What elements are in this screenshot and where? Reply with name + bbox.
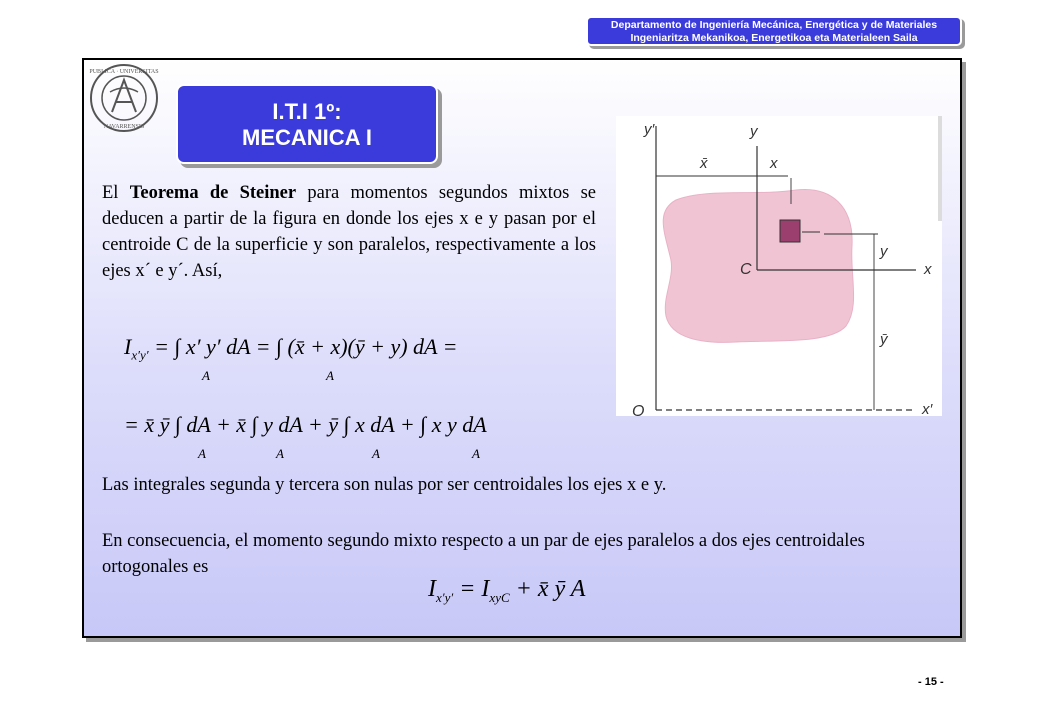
slide-frame — [82, 58, 962, 638]
eq1-rest: = ∫ x′ y′ dA = ∫ (x̄ + x)(ȳ + y) dA = — [154, 334, 458, 359]
eq2-limit-3: A — [372, 446, 380, 461]
label-y-small: y — [880, 243, 888, 260]
conclusion-text: En consecuencia, el momento segundo mixto respecto a un par de ejes paralelos a dos ejes centroidales ortogonales es — [102, 531, 865, 577]
eq2-limit-1: A — [198, 446, 206, 461]
department-line-2: Ingeniaritza Mekanikoa, Energetikoa eta Materialeen Saila — [630, 32, 918, 44]
intro-text-start: El — [102, 183, 130, 203]
final-equation — [428, 576, 585, 606]
eq1-limit-2: A — [326, 368, 334, 383]
course-title-badge — [176, 84, 438, 164]
label-y-prime: y′ — [644, 121, 655, 138]
label-x-small: x — [770, 155, 778, 172]
label-y: y — [750, 123, 758, 140]
intro-paragraph — [102, 180, 596, 284]
equation-1 — [124, 334, 457, 363]
final-lhs: I — [428, 576, 436, 602]
department-banner — [586, 16, 962, 46]
final-mid: = I — [459, 576, 490, 602]
eq1-lhs: I — [124, 334, 132, 359]
theorem-name: Teorema de Steiner — [129, 183, 297, 203]
course-title-line-1: I.T.I 1º: — [272, 99, 342, 124]
final-subscript-1: x′y′ — [436, 589, 454, 605]
course-title-line-2: MECANICA I — [242, 125, 372, 150]
steiner-figure — [616, 116, 942, 416]
seal-text-bottom: NAVARRENSIS — [103, 124, 145, 130]
eq2-limit-2: A — [276, 446, 284, 461]
final-subscript-2: xyC — [489, 589, 510, 605]
area-shape — [663, 189, 853, 342]
eq2-limit-4: A — [472, 446, 480, 461]
label-y-bar: ȳ — [880, 331, 888, 348]
department-line-1: Departamento de Ingeniería Mecánica, Energética y de Materiales — [610, 19, 938, 31]
page-number: - 15 - — [918, 676, 944, 688]
intro-text-rest: para momentos segundos mixtos se deducen a partir de la figura en donde los ejes x e y pasan por el centroide C de la superficie y son paralelos, respectivamente a los ejes x´ e y´. Así, — [102, 183, 596, 281]
integrals-note: Las integrales segunda y tercera son nulas por ser centroidales los ejes x e y. — [102, 475, 667, 495]
label-origin: O — [632, 403, 645, 416]
university-seal-icon — [88, 62, 160, 134]
eq1-limit-1: A — [202, 368, 210, 383]
area-element — [780, 220, 800, 242]
equation-2: = x̄ ȳ ∫ dA + x̄ ∫ y dA + ȳ ∫ x dA + ∫ x y dA — [124, 412, 487, 437]
label-centroid: C — [740, 261, 752, 278]
final-rest: + x̄ ȳ A — [515, 576, 586, 602]
eq1-subscript: x′y′ — [131, 347, 149, 363]
label-x-prime: x′ — [922, 401, 933, 416]
label-x-axis: x — [924, 261, 932, 278]
seal-text-top: PUBLICA · UNIVERSITAS — [89, 69, 159, 75]
label-x-bar: x̄ — [700, 155, 708, 172]
